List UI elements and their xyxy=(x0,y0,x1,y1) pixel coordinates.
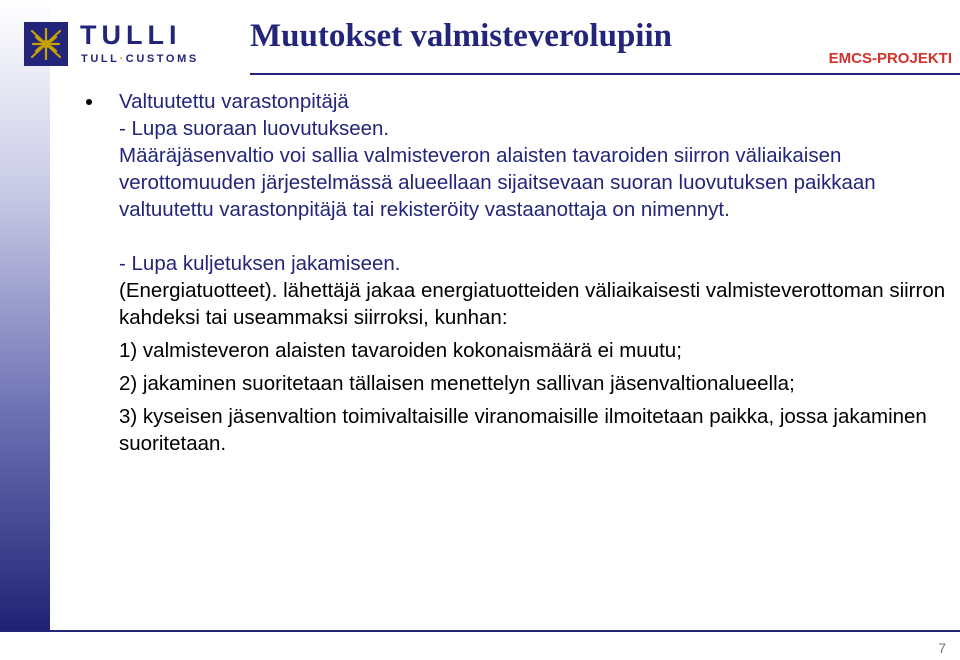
slide-content xyxy=(119,88,949,457)
logo-sub-right: CUSTOMS xyxy=(125,53,199,65)
page-number: 7 xyxy=(938,640,946,656)
logo-sub-left: TULL xyxy=(81,53,120,65)
logo-sub-dot: · xyxy=(119,53,126,65)
condition-1: 1) valmisteveron alaisten tavaroiden kokonaismäärä ei muutu; xyxy=(119,339,682,362)
condition-3: 3) kyseisen jäsenvaltion toimivaltaisille viranomaisille ilmoitetaan paikka, jossa jakaminen suoritetaan. xyxy=(119,405,927,455)
bullet-icon xyxy=(86,99,92,105)
logo-name: TULLI xyxy=(80,20,182,50)
bullet-heading: Valtuutettu varastonpitäjä xyxy=(119,90,349,113)
item2-title: - Lupa kuljetuksen jakamiseen. xyxy=(119,252,401,275)
left-gradient-bar xyxy=(0,0,50,632)
project-label: EMCS-PROJEKTI xyxy=(828,50,952,67)
bottom-rule xyxy=(0,630,960,632)
logo-subtitle xyxy=(81,53,199,66)
tulli-logo xyxy=(24,22,254,68)
item1-body: Määräjäsenvaltio voi sallia valmisteveron alaisten tavaroiden siirron väliaikaisen verottomuuden järjestelmässä alueellaan sijaitsevaan suoran luovutuksen paikkaan valtuutettu varastonpitäjä tai rekisteröity vastaanottaja on nimennyt. xyxy=(119,144,876,221)
condition-2: 2) jakaminen suoritetaan tällaisen menettelyn sallivan jäsenvaltionalueella; xyxy=(119,372,795,395)
emblem-icon xyxy=(24,22,68,66)
slide-title: Muutokset valmisteverolupiin xyxy=(250,18,672,54)
header-rule xyxy=(250,73,960,75)
item1-title: - Lupa suoraan luovutukseen. xyxy=(119,117,390,140)
item2-body: (Energiatuotteet). lähettäjä jakaa energiatuotteiden väliaikaisesti valmisteverottoman siirron kahdeksi tai useammaksi siirroksi, kunhan: xyxy=(119,279,946,329)
emblem-icon-graphic xyxy=(24,22,68,66)
